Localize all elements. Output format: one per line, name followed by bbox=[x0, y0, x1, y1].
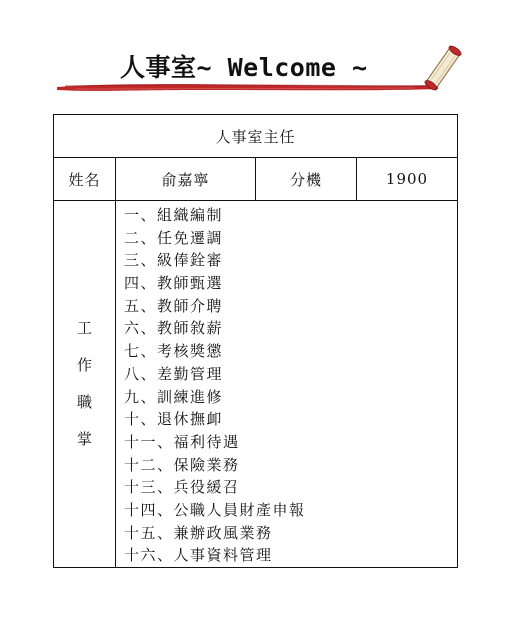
list-item: 一、組織編制 bbox=[124, 206, 224, 224]
list-item: 八、差勤管理 bbox=[124, 364, 224, 383]
brush-stroke-divider bbox=[55, 80, 440, 94]
extension-label: 分機 bbox=[256, 158, 357, 201]
table-row bbox=[54, 158, 458, 201]
table-row bbox=[54, 201, 458, 568]
extension-value: 1900 bbox=[357, 158, 458, 201]
list-item: 七、考核獎懲 bbox=[124, 342, 224, 361]
scroll-icon bbox=[423, 42, 463, 94]
office-title: 人事室主任 bbox=[54, 115, 458, 158]
duties-label bbox=[54, 310, 115, 458]
page-title: 人事室~ Welcome ~ bbox=[120, 53, 368, 82]
list-item: 三、級俸銓審 bbox=[124, 251, 224, 270]
list-item: 十二、保險業務 bbox=[124, 455, 240, 474]
list-item: 二、任免遷調 bbox=[124, 228, 224, 247]
name-value: 俞嘉寧 bbox=[116, 158, 256, 201]
page-header bbox=[55, 40, 465, 96]
duties-label-cell bbox=[54, 201, 116, 568]
duties-label-char: 掌 bbox=[76, 430, 92, 448]
table-row bbox=[54, 115, 458, 158]
staff-info-table bbox=[53, 114, 458, 568]
list-item: 十六、人事資料管理 bbox=[124, 546, 273, 565]
list-item: 十一、福利待遇 bbox=[124, 432, 240, 451]
duties-label-char: 工 bbox=[76, 319, 92, 337]
duties-content-cell bbox=[116, 201, 458, 568]
list-item: 九、訓練進修 bbox=[124, 387, 224, 406]
duties-label-char: 作 bbox=[76, 356, 92, 374]
list-item: 十四、公職人員財產申報 bbox=[124, 500, 306, 519]
list-item: 六、教師敘薪 bbox=[124, 319, 224, 338]
list-item: 四、教師甄選 bbox=[124, 274, 224, 293]
duties-list bbox=[116, 201, 457, 567]
list-item: 十五、兼辦政風業務 bbox=[124, 523, 273, 542]
name-label: 姓名 bbox=[54, 158, 116, 201]
list-item: 十、退休撫卹 bbox=[124, 410, 224, 429]
list-item: 五、教師介聘 bbox=[124, 296, 224, 315]
duties-label-char: 職 bbox=[76, 393, 92, 411]
list-item: 十三、兵役緩召 bbox=[124, 478, 240, 497]
